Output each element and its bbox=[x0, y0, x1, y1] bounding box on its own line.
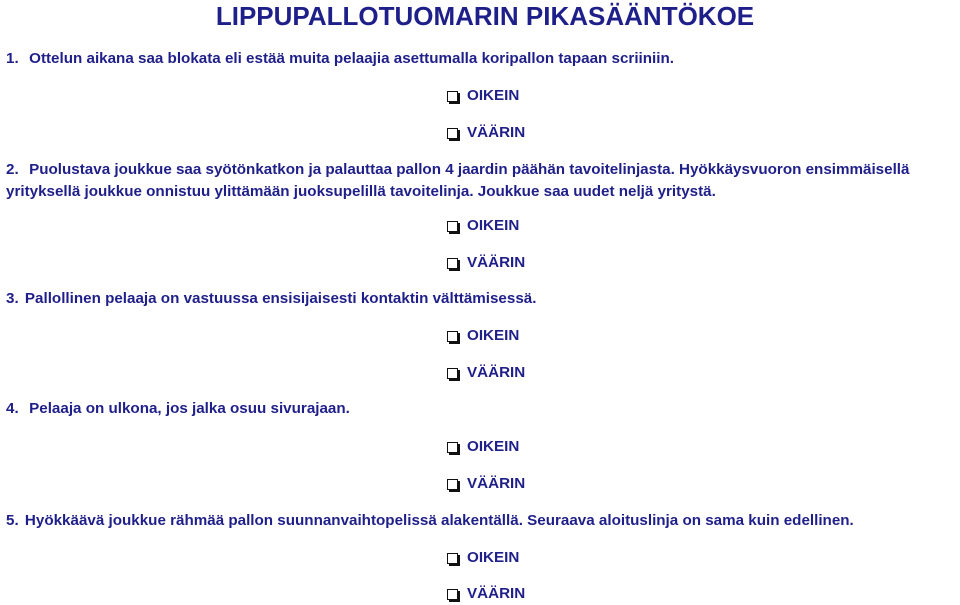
question-4-option-correct[interactable] bbox=[447, 436, 519, 458]
question-text: Ottelun aikana saa blokata eli estää muita pelaajia asettumalla koripallon tapaan scriiniin. bbox=[29, 50, 674, 67]
question-2 bbox=[6, 159, 956, 203]
checkbox-icon[interactable] bbox=[447, 91, 458, 102]
question-number: 3. bbox=[6, 290, 19, 307]
checkbox-icon[interactable] bbox=[447, 221, 458, 232]
checkbox-icon[interactable] bbox=[447, 331, 458, 342]
checkbox-icon[interactable] bbox=[447, 553, 458, 564]
question-1 bbox=[6, 48, 956, 70]
checkbox-icon[interactable] bbox=[447, 589, 458, 600]
checkbox-icon[interactable] bbox=[447, 258, 458, 269]
question-5-option-wrong[interactable] bbox=[447, 583, 525, 605]
option-label: VÄÄRIN bbox=[467, 124, 526, 141]
page-title: LIPPUPALLOTUOMARIN PIKASÄÄNTÖKOE bbox=[215, 1, 755, 31]
question-text: Hyökkäävä joukkue rähmää pallon suunnanvaihtopelissä alakentällä. Seuraava aloituslinja on sama kuin edellinen. bbox=[24, 512, 854, 529]
checkbox-icon[interactable] bbox=[447, 128, 458, 139]
option-label: VÄÄRIN bbox=[467, 585, 526, 602]
option-label: VÄÄRIN bbox=[467, 364, 526, 381]
question-3-option-wrong[interactable] bbox=[447, 362, 525, 384]
option-label: OIKEIN bbox=[467, 549, 520, 566]
checkbox-icon[interactable] bbox=[447, 368, 458, 379]
option-label: VÄÄRIN bbox=[467, 475, 526, 492]
question-number: 1. bbox=[6, 50, 19, 67]
question-1-option-correct[interactable] bbox=[447, 85, 519, 107]
question-text: Puolustava joukkue saa syötönkatkon ja palauttaa pallon 4 jaardin päähän tavoitelinjasta. Hyökkäysvuoron ensimmäisellä yrityksellä joukkue onnistuu ylittämään juoksupelillä tavoitelinja. Joukkue saa uudet neljä yritystä. bbox=[6, 161, 910, 200]
question-2-option-correct[interactable] bbox=[447, 215, 519, 237]
question-2-option-wrong[interactable] bbox=[447, 252, 525, 274]
checkbox-icon[interactable] bbox=[447, 442, 458, 453]
option-label: OIKEIN bbox=[467, 87, 520, 104]
checkbox-icon[interactable] bbox=[447, 479, 458, 490]
question-4-option-wrong[interactable] bbox=[447, 473, 525, 495]
option-label: VÄÄRIN bbox=[467, 254, 526, 271]
option-label: OIKEIN bbox=[467, 217, 520, 234]
question-3 bbox=[6, 288, 956, 310]
question-number: 4. bbox=[6, 400, 19, 417]
question-5-option-correct[interactable] bbox=[447, 547, 519, 569]
option-label: OIKEIN bbox=[467, 327, 520, 344]
question-3-option-correct[interactable] bbox=[447, 325, 519, 347]
question-number: 2. bbox=[6, 161, 19, 178]
question-4 bbox=[6, 398, 956, 420]
question-text: Pallollinen pelaaja on vastuussa ensisijaisesti kontaktin välttämisessä. bbox=[24, 290, 537, 307]
question-1-option-wrong[interactable] bbox=[447, 122, 525, 144]
option-label: OIKEIN bbox=[467, 438, 520, 455]
question-text: Pelaaja on ulkona, jos jalka osuu sivurajaan. bbox=[29, 400, 350, 417]
question-number: 5. bbox=[6, 512, 19, 529]
question-5 bbox=[6, 510, 956, 532]
